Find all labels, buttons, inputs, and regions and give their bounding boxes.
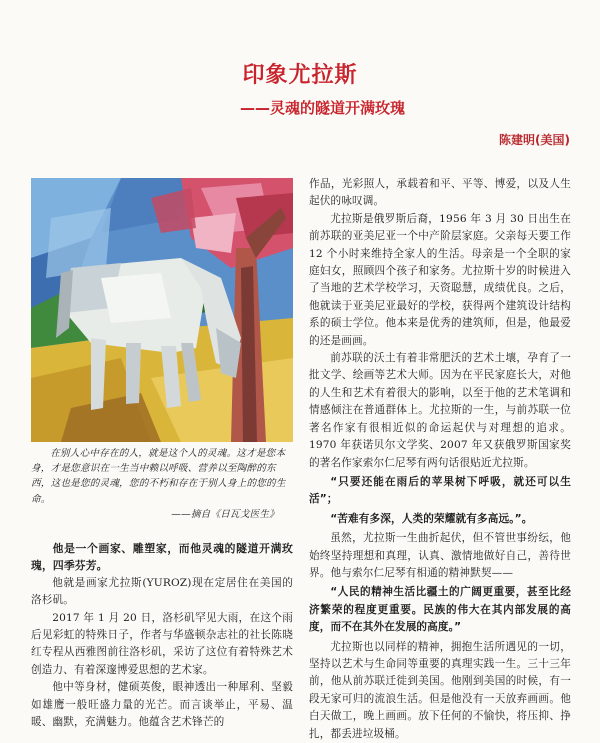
article-subtitle: ——灵魂的隧道开满玫瑰 bbox=[240, 99, 406, 117]
painting-image bbox=[31, 178, 293, 442]
quote: “人民的精神生活比疆土的广阔更重要，甚至比经济繁荣的程度更重要。民族的伟大在其内部发展的高度，而不在其外在发展的高度。” bbox=[309, 586, 571, 634]
paragraph: 作品，光彩照人，承载着和平、平等、博爱，以及人生起伏的咏叹调。 bbox=[309, 178, 571, 208]
caption-text: 在别人心中存在的人，就是这个人的灵魂。这才是您本身，才是您意识在一生当中赖以呼吸、营养以至陶醉的东西，这也是您的灵魂，您的不朽和存在于别人身上的您的生命。 bbox=[31, 448, 286, 505]
paragraph: 2017 年 1 月 20 日，洛杉矶罕见大雨，在这个雨后见彩虹的特殊日子，作者与华盛顿杂志社的社长陈晓红专程从西雅图前往洛杉矶，采访了这位有着特殊艺术创造力、有着深邃博爱思想的艺术家。 bbox=[31, 611, 293, 676]
paragraph: 尤拉斯是俄罗斯后裔，1956 年 3 月 30 日出生在前苏联的亚美尼亚一个中产阶层家庭。父亲每天要工作 12 个小时来维持全家人的生活。母亲是一个全职的家庭妇女，照顾四个孩子和家务。尤拉斯十岁的时候进入了当地的艺术学校学习，天资聪慧，成绩优良。之后，他就读于亚美尼亚最好的学校，获得两个建筑设计结构系的硕士学位。他本来是优秀的建筑师，但是，他最爱的还是画画。 bbox=[309, 212, 571, 347]
quote: “只要还能在雨后的苹果树下呼吸，就还可以生活”； bbox=[309, 475, 571, 506]
paragraph: 他中等身材，健硕英俊，眼神透出一种犀利、坚毅如雄鹰一般旺盛力量的光芒。而言谈举止，平易、温暖、幽默，充满魅力。他蕴含艺术锋芒的 bbox=[31, 681, 293, 729]
painting-caption bbox=[31, 446, 293, 522]
paragraph: 尤拉斯也以同样的精神，拥抱生活所遇见的一切，坚持以艺术与生命同等重要的真理实践一生。三十三年前，他从前苏联迁徙到美国。他刚到美国的时候，有一段无家可归的流浪生活。但是他没有一天放弃画画。他白天做工，晚上画画。放下任何的不愉快，将压抑、挣扎，都丢进垃圾桶。 bbox=[309, 640, 571, 740]
paragraph: 虽然，尤拉斯一生曲折起伏，但不管世事纷纭，他始终坚持理想和真理，认真、激情地做好自己，善待世界。他与索尔仁尼琴有相通的精神默契—— bbox=[309, 532, 571, 579]
column-right bbox=[309, 176, 571, 743]
article-title: 印象尤拉斯 bbox=[242, 63, 358, 88]
paragraph: 前苏联的沃土有着非常肥沃的艺术土壤，孕育了一批文学、绘画等艺术大师。因为在平民家庭长大，对他的人生和艺术有着很大的影响，以至于他的艺术笔调和情感倾注在普通群体上。尤拉斯的一生，与前苏联一位著名作家有很相近似的命运起伏与对理想的追求。1970 年获诺贝尔文学奖、2007 年又获俄罗斯国家奖的著名作家索尔仁尼琴有两句话很贴近尤拉斯。 bbox=[309, 352, 571, 469]
paragraph: 他就是画家尤拉斯(YUROZ)现在定居住在美国的洛杉矶。 bbox=[31, 576, 293, 607]
article-author: 陈建明(美国) bbox=[499, 133, 570, 147]
column-left bbox=[31, 540, 293, 731]
lead-paragraph: 他是一个画家、雕塑家，而他灵魂的隧道开满玫瑰，四季芬芳。 bbox=[31, 542, 293, 573]
quote: “苦难有多深，人类的荣耀就有多高远。”。 bbox=[330, 512, 533, 525]
caption-source: ——摘自《日瓦戈医生》 bbox=[171, 508, 279, 520]
